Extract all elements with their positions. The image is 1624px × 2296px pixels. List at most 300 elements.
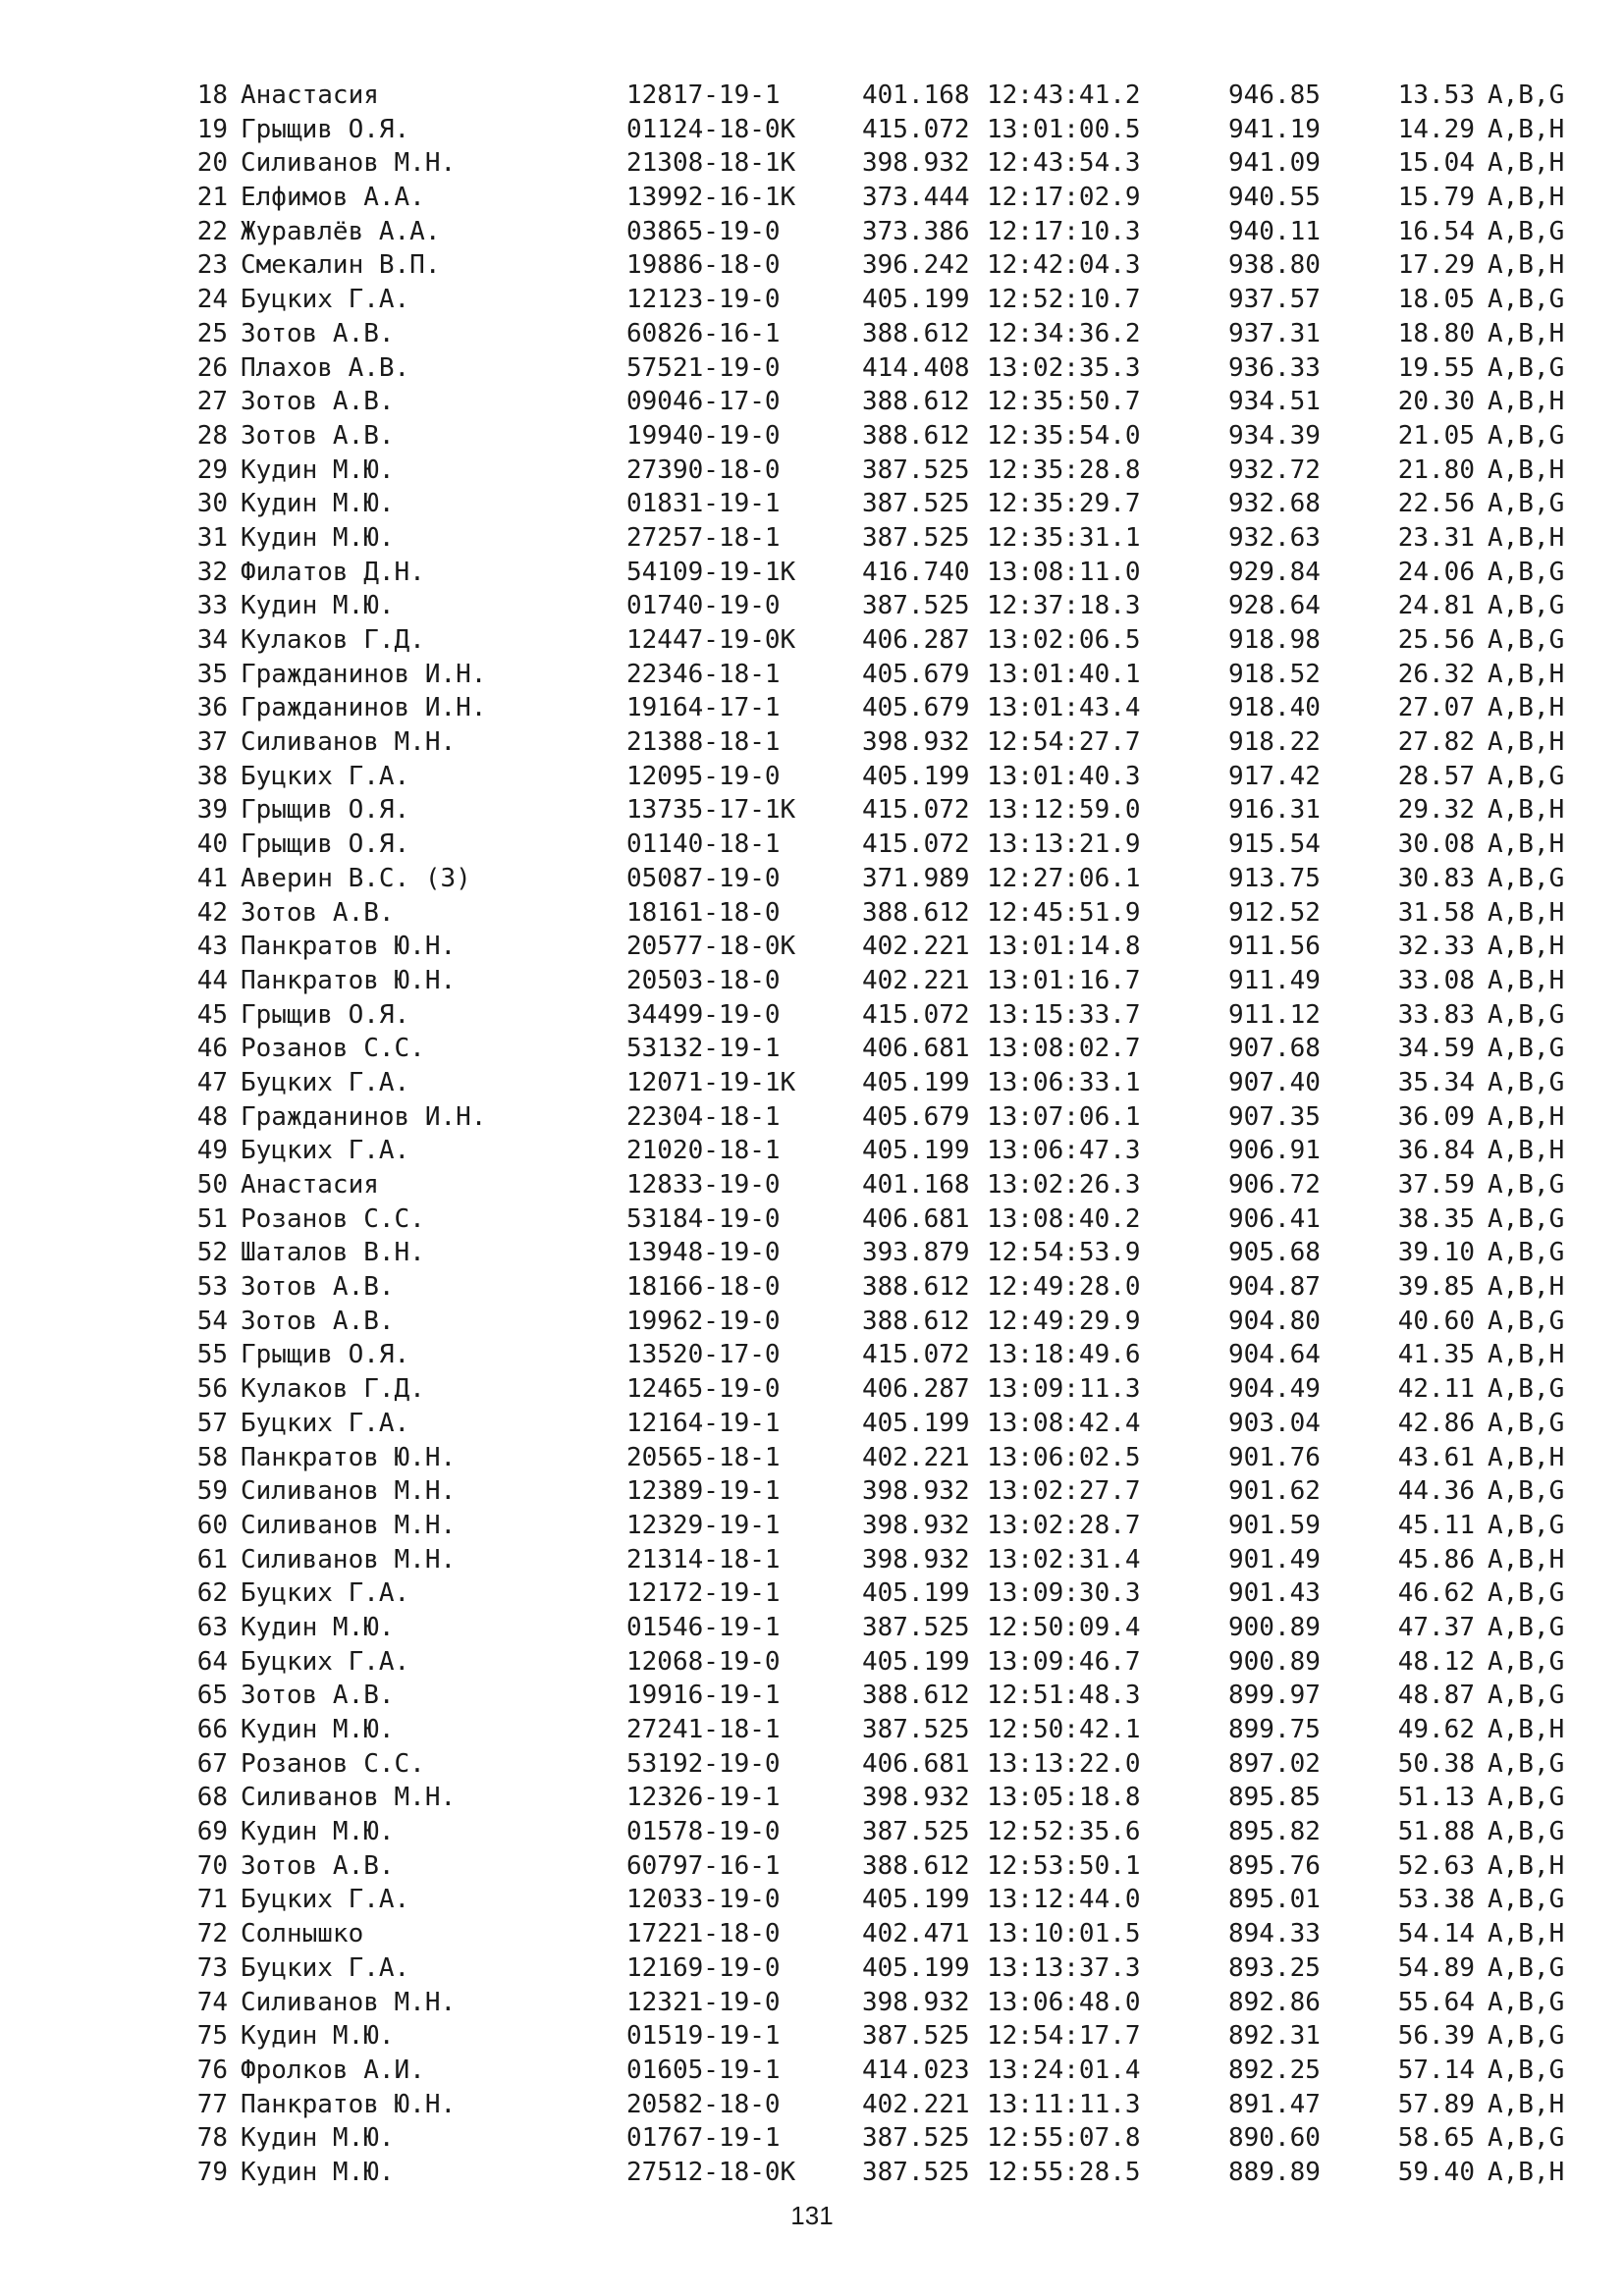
row-number: 34 [196,625,228,655]
groups: A,B,H [1488,148,1565,179]
groups: A,B,G [1488,1681,1565,1711]
fancier-name: Силиванов М.Н. [241,727,457,758]
arrival-time: 13:08:11.0 [987,557,1141,587]
distance: 388.612 [862,1850,970,1881]
arrival-time: 12:52:10.7 [987,285,1141,315]
row-number: 22 [196,216,228,246]
fancier-name: Кудин М.Ю. [241,2021,395,2052]
speed: 918.52 [1228,659,1321,689]
groups: A,B,G [1488,1170,1565,1200]
speed: 894.33 [1228,1919,1321,1949]
table-row [177,1168,1571,1202]
coefficient: 45.86 [1397,1544,1475,1575]
distance: 398.932 [862,727,970,758]
arrival-time: 13:15:33.7 [987,999,1141,1030]
coefficient: 33.08 [1397,965,1475,995]
groups: A,B,H [1488,1544,1565,1575]
table-row [177,1032,1571,1066]
fancier-name: Грыщив О.Я. [241,795,410,826]
distance: 405.199 [862,761,970,791]
distance: 405.199 [862,285,970,315]
coefficient: 27.82 [1397,727,1475,758]
coefficient: 19.55 [1397,352,1475,383]
arrival-time: 12:50:09.4 [987,1612,1141,1642]
arrival-time: 13:09:46.7 [987,1646,1141,1677]
coefficient: 46.62 [1397,1578,1475,1609]
arrival-time: 12:50:42.1 [987,1715,1141,1744]
distance: 415.072 [862,829,970,860]
groups: A,B,H [1488,897,1565,928]
row-number: 67 [196,1748,228,1779]
row-number: 65 [196,1681,228,1711]
arrival-time: 13:08:42.4 [987,1408,1141,1438]
fancier-name: Кудин М.Ю. [241,1612,395,1642]
speed: 918.98 [1228,625,1321,655]
table-row [177,623,1571,658]
row-number: 35 [196,659,228,689]
distance: 405.199 [862,1067,970,1097]
ring-number: 53132-19-1 [626,1034,781,1064]
arrival-time: 12:42:04.3 [987,250,1141,281]
ring-number: 09046-17-0 [626,387,781,417]
arrival-time: 12:35:50.7 [987,387,1141,417]
speed: 892.31 [1228,2021,1321,2052]
speed: 907.40 [1228,1067,1321,1097]
row-number: 70 [196,1850,228,1881]
coefficient: 34.59 [1397,1034,1475,1064]
groups: A,B,G [1488,489,1565,519]
arrival-time: 12:34:36.2 [987,318,1141,348]
row-number: 46 [196,1034,228,1064]
table-row [177,283,1571,317]
arrival-time: 12:35:28.8 [987,454,1141,485]
table-row [177,1679,1571,1713]
groups: A,B,G [1488,1987,1565,2017]
groups: A,B,G [1488,2021,1565,2052]
arrival-time: 13:08:02.7 [987,1034,1141,1064]
ring-number: 12068-19-0 [626,1646,781,1677]
ring-number: 13948-19-0 [626,1238,781,1268]
coefficient: 59.40 [1397,2157,1475,2187]
table-row [177,1815,1571,1849]
ring-number: 01578-19-0 [626,1817,781,1847]
distance: 402.221 [862,932,970,962]
fancier-name: Панкратов Ю.Н. [241,965,457,995]
row-number: 26 [196,352,228,383]
distance: 387.525 [862,2123,970,2154]
row-number: 44 [196,965,228,995]
distance: 405.199 [862,1646,970,1677]
groups: A,B,H [1488,693,1565,723]
fancier-name: Буцких Г.А. [241,1646,410,1677]
fancier-name: Зотов А.В. [241,1850,395,1881]
table-row [177,317,1571,351]
fancier-name: Зотов А.В. [241,1306,395,1336]
table-row [177,760,1571,794]
coefficient: 18.80 [1397,318,1475,348]
speed: 937.57 [1228,285,1321,315]
coefficient: 40.60 [1397,1306,1475,1336]
ring-number: 17221-18-0 [626,1919,781,1949]
table-row [177,454,1571,488]
distance: 388.612 [862,387,970,417]
fancier-name: Смекалин В.П. [241,250,441,281]
coefficient: 33.83 [1397,999,1475,1030]
distance: 388.612 [862,318,970,348]
groups: A,B,H [1488,932,1565,962]
coefficient: 54.89 [1397,1952,1475,1983]
ring-number: 54109-19-1K [626,557,796,587]
fancier-name: Грыщив О.Я. [241,829,410,860]
speed: 932.72 [1228,454,1321,485]
groups: A,B,G [1488,1067,1565,1097]
table-row [177,930,1571,964]
distance: 396.242 [862,250,970,281]
fancier-name: Кудин М.Ю. [241,1715,395,1744]
table-row [177,1986,1571,2020]
table-row [177,419,1571,454]
ring-number: 19916-19-1 [626,1681,781,1711]
coefficient: 35.34 [1397,1067,1475,1097]
ring-number: 12326-19-1 [626,1783,781,1813]
arrival-time: 12:17:02.9 [987,183,1141,213]
ring-number: 20565-18-1 [626,1442,781,1472]
distance: 388.612 [862,1272,970,1303]
row-number: 19 [196,114,228,144]
row-number: 54 [196,1306,228,1336]
arrival-time: 12:43:41.2 [987,80,1141,110]
arrival-time: 12:35:54.0 [987,420,1141,451]
coefficient: 39.85 [1397,1272,1475,1303]
ring-number: 22346-18-1 [626,659,781,689]
groups: A,B,H [1488,1919,1565,1949]
coefficient: 48.87 [1397,1681,1475,1711]
arrival-time: 13:02:27.7 [987,1476,1141,1507]
groups: A,B,H [1488,727,1565,758]
distance: 405.679 [862,693,970,723]
row-number: 43 [196,932,228,962]
coefficient: 32.33 [1397,932,1475,962]
arrival-time: 13:01:16.7 [987,965,1141,995]
coefficient: 43.61 [1397,1442,1475,1472]
table-row [177,79,1571,113]
fancier-name: Кулаков Г.Д. [241,625,425,655]
arrival-time: 13:02:31.4 [987,1544,1141,1575]
speed: 901.62 [1228,1476,1321,1507]
arrival-time: 12:51:48.3 [987,1681,1141,1711]
coefficient: 18.05 [1397,285,1475,315]
arrival-time: 13:02:26.3 [987,1170,1141,1200]
row-number: 56 [196,1374,228,1405]
fancier-name: Анастасия [241,1170,379,1200]
groups: A,B,G [1488,1238,1565,1268]
ring-number: 57521-19-0 [626,352,781,383]
distance: 406.681 [862,1748,970,1779]
distance: 405.679 [862,1101,970,1132]
speed: 901.43 [1228,1578,1321,1609]
ring-number: 12169-19-0 [626,1952,781,1983]
arrival-time: 13:09:11.3 [987,1374,1141,1405]
ring-number: 19164-17-1 [626,693,781,723]
fancier-name: Розанов С.С. [241,1748,425,1779]
ring-number: 01831-19-1 [626,489,781,519]
groups: A,B,G [1488,2055,1565,2085]
speed: 906.72 [1228,1170,1321,1200]
distance: 387.525 [862,2157,970,2187]
row-number: 79 [196,2157,228,2187]
arrival-time: 13:01:14.8 [987,932,1141,962]
arrival-time: 12:49:29.9 [987,1306,1141,1336]
distance: 405.199 [862,1578,970,1609]
groups: A,B,G [1488,1374,1565,1405]
table-row [177,1713,1571,1747]
distance: 387.525 [862,489,970,519]
row-number: 76 [196,2055,228,2085]
groups: A,B,G [1488,1817,1565,1847]
ring-number: 20503-18-0 [626,965,781,995]
ring-number: 12817-19-1 [626,80,781,110]
row-number: 55 [196,1340,228,1370]
distance: 402.471 [862,1919,970,1949]
table-row [177,1883,1571,1917]
distance: 414.023 [862,2055,970,2085]
row-number: 37 [196,727,228,758]
ring-number: 12172-19-1 [626,1578,781,1609]
table-row [177,1474,1571,1509]
groups: A,B,H [1488,1850,1565,1881]
ring-number: 03865-19-0 [626,216,781,246]
arrival-time: 13:12:44.0 [987,1885,1141,1915]
coefficient: 14.29 [1397,114,1475,144]
fancier-name: Зотов А.В. [241,420,395,451]
ring-number: 20577-18-0K [626,932,796,962]
groups: A,B,G [1488,420,1565,451]
arrival-time: 13:02:35.3 [987,352,1141,383]
fancier-name: Плахов А.В. [241,352,410,383]
coefficient: 27.07 [1397,693,1475,723]
groups: A,B,G [1488,1203,1565,1234]
distance: 416.740 [862,557,970,587]
table-row [177,1576,1571,1611]
ring-number: 05087-19-0 [626,863,781,893]
speed: 897.02 [1228,1748,1321,1779]
speed: 904.64 [1228,1340,1321,1370]
fancier-name: Гражданинов И.Н. [241,659,487,689]
fancier-name: Грыщив О.Я. [241,1340,410,1370]
table-row [177,521,1571,556]
speed: 940.55 [1228,183,1321,213]
fancier-name: Силиванов М.Н. [241,1987,457,2017]
distance: 402.221 [862,965,970,995]
fancier-name: Розанов С.С. [241,1034,425,1064]
groups: A,B,G [1488,761,1565,791]
speed: 904.49 [1228,1374,1321,1405]
distance: 406.681 [862,1034,970,1064]
arrival-time: 13:06:47.3 [987,1136,1141,1166]
table-row [177,1747,1571,1782]
arrival-time: 13:02:06.5 [987,625,1141,655]
coefficient: 20.30 [1397,387,1475,417]
distance: 387.525 [862,2021,970,2052]
arrival-time: 12:35:31.1 [987,522,1141,553]
distance: 398.932 [862,1544,970,1575]
ring-number: 12329-19-1 [626,1510,781,1540]
row-number: 58 [196,1442,228,1472]
speed: 932.63 [1228,522,1321,553]
distance: 387.525 [862,522,970,553]
row-number: 64 [196,1646,228,1677]
coefficient: 16.54 [1397,216,1475,246]
distance: 388.612 [862,420,970,451]
fancier-name: Силиванов М.Н. [241,148,457,179]
row-number: 72 [196,1919,228,1949]
ring-number: 12033-19-0 [626,1885,781,1915]
speed: 916.31 [1228,795,1321,826]
coefficient: 54.14 [1397,1919,1475,1949]
fancier-name: Буцких Г.А. [241,1885,410,1915]
arrival-time: 12:35:29.7 [987,489,1141,519]
distance: 405.199 [862,1408,970,1438]
fancier-name: Филатов Д.Н. [241,557,425,587]
row-number: 18 [196,80,228,110]
ring-number: 19940-19-0 [626,420,781,451]
speed: 934.51 [1228,387,1321,417]
coefficient: 30.08 [1397,829,1475,860]
groups: A,B,G [1488,1578,1565,1609]
groups: A,B,G [1488,1510,1565,1540]
table-row [177,793,1571,828]
speed: 907.35 [1228,1101,1321,1132]
coefficient: 28.57 [1397,761,1475,791]
distance: 406.681 [862,1203,970,1234]
coefficient: 56.39 [1397,2021,1475,2052]
table-row [177,1270,1571,1305]
groups: A,B,H [1488,1340,1565,1370]
fancier-name: Грыщив О.Я. [241,999,410,1030]
fancier-name: Кудин М.Ю. [241,2157,395,2187]
fancier-name: Буцких Г.А. [241,1136,410,1166]
speed: 915.54 [1228,829,1321,860]
coefficient: 49.62 [1397,1715,1475,1744]
table-row [177,1611,1571,1645]
speed: 895.76 [1228,1850,1321,1881]
groups: A,B,H [1488,1272,1565,1303]
arrival-time: 13:01:40.1 [987,659,1141,689]
coefficient: 52.63 [1397,1850,1475,1881]
arrival-time: 12:52:35.6 [987,1817,1141,1847]
fancier-name: Анастасия [241,80,379,110]
table-row [177,658,1571,692]
distance: 398.932 [862,1783,970,1813]
table-row [177,1951,1571,1986]
row-number: 57 [196,1408,228,1438]
groups: A,B,G [1488,1646,1565,1677]
fancier-name: Аверин В.С. (З) [241,863,471,893]
arrival-time: 13:06:33.1 [987,1067,1141,1097]
speed: 940.11 [1228,216,1321,246]
coefficient: 41.35 [1397,1340,1475,1370]
coefficient: 21.80 [1397,454,1475,485]
groups: A,B,G [1488,80,1565,110]
row-number: 71 [196,1885,228,1915]
distance: 393.879 [862,1238,970,1268]
row-number: 25 [196,318,228,348]
distance: 401.168 [862,1170,970,1200]
groups: A,B,G [1488,1612,1565,1642]
table-row [177,181,1571,215]
arrival-time: 13:01:43.4 [987,693,1141,723]
table-row [177,691,1571,725]
row-number: 77 [196,2089,228,2119]
fancier-name: Гражданинов И.Н. [241,693,487,723]
speed: 892.25 [1228,2055,1321,2085]
ring-number: 01546-19-1 [626,1612,781,1642]
groups: A,B,G [1488,285,1565,315]
fancier-name: Панкратов Ю.Н. [241,932,457,962]
table-row [177,1305,1571,1339]
arrival-time: 13:10:01.5 [987,1919,1141,1949]
groups: A,B,H [1488,1715,1565,1744]
arrival-time: 12:43:54.3 [987,148,1141,179]
row-number: 66 [196,1715,228,1744]
ring-number: 01767-19-1 [626,2123,781,2154]
table-row [177,2121,1571,2156]
table-row [177,828,1571,862]
speed: 912.52 [1228,897,1321,928]
distance: 373.444 [862,183,970,213]
groups: A,B,G [1488,1476,1565,1507]
ring-number: 01140-18-1 [626,829,781,860]
row-number: 48 [196,1101,228,1132]
fancier-name: Зотов А.В. [241,318,395,348]
fancier-name: Буцких Г.А. [241,1578,410,1609]
speed: 900.89 [1228,1646,1321,1677]
fancier-name: Журавлёв А.А. [241,216,441,246]
ring-number: 01124-18-0K [626,114,796,144]
coefficient: 57.89 [1397,2089,1475,2119]
table-row [177,556,1571,590]
ring-number: 19962-19-0 [626,1306,781,1336]
row-number: 74 [196,1987,228,2017]
ring-number: 19886-18-0 [626,250,781,281]
groups: A,B,H [1488,454,1565,485]
row-number: 20 [196,148,228,179]
row-number: 75 [196,2021,228,2052]
arrival-time: 13:13:21.9 [987,829,1141,860]
speed: 941.09 [1228,148,1321,179]
coefficient: 25.56 [1397,625,1475,655]
arrival-time: 13:11:11.3 [987,2089,1141,2119]
row-number: 36 [196,693,228,723]
coefficient: 36.09 [1397,1101,1475,1132]
row-number: 73 [196,1952,228,1983]
arrival-time: 12:53:50.1 [987,1850,1141,1881]
distance: 398.932 [862,1987,970,2017]
distance: 402.221 [862,1442,970,1472]
ring-number: 12071-19-1K [626,1067,796,1097]
table-row [177,351,1571,386]
coefficient: 45.11 [1397,1510,1475,1540]
groups: A,B,H [1488,2089,1565,2119]
fancier-name: Елфимов А.А. [241,183,425,213]
speed: 899.97 [1228,1681,1321,1711]
table-row [177,1441,1571,1475]
ring-number: 12095-19-0 [626,761,781,791]
speed: 907.68 [1228,1034,1321,1064]
row-number: 23 [196,250,228,281]
row-number: 42 [196,897,228,928]
table-row [177,248,1571,283]
